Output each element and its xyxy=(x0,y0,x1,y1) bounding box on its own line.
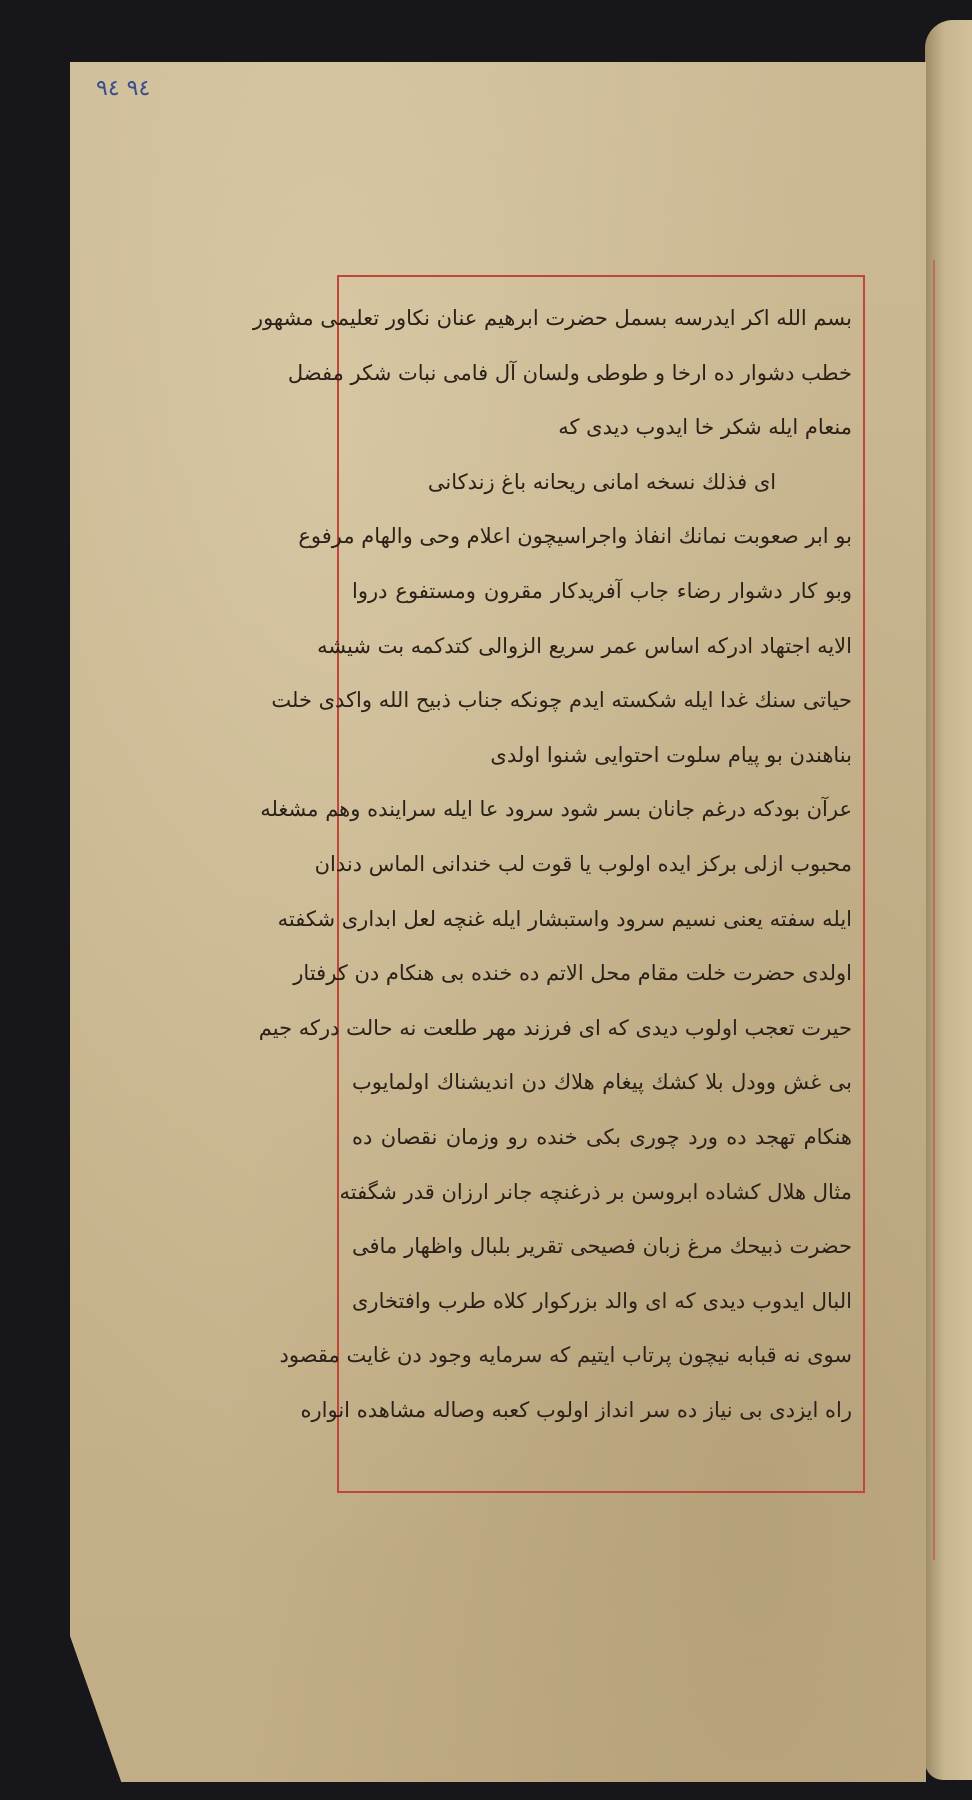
text-line: سوی نه قبابه نیچون پرتاب ایتیم كه سرمایه وجود دن غایت مقصود xyxy=(279,1343,852,1368)
text-line: اولدی حضرت خلت مقام محل الاتم ده خنده بی هنكام دن كرفتار xyxy=(293,961,852,986)
text-line: بو ابر صعوبت نمانك انفاذ واجراسیچون اعلام وحی والهام مرفوع xyxy=(298,524,852,549)
text-line: راه ایزدی بی نیاز ده سر انداز اولوب كعبه وصاله مشاهده انواره xyxy=(300,1397,852,1422)
text-line: مثال هلال كشاده ابروسن بر ذرغنچه جانر ارزان قدر شگفته xyxy=(339,1179,852,1204)
text-line: البال ایدوب دیدی كه ای والد بزركوار كلاه طرب وافتخاری xyxy=(352,1288,852,1313)
text-line: محبوب ازلی بركز ایده اولوب یا قوت لب خندانی الماس دندان xyxy=(314,851,852,876)
text-line: عرآن بودكه درغم جانان بسر شود سرود عا ایله سراینده وهم مشغله xyxy=(260,797,852,822)
text-block xyxy=(252,298,852,1444)
text-line: الایه اجتهاد ادركه اساس عمر سریع الزوالی كتدكمه بت شیشه xyxy=(317,633,852,658)
adjacent-page-edge xyxy=(925,20,972,1780)
text-line: بناهندن بو پیام سلوت احتوایی شنوا اولدی xyxy=(490,742,852,767)
text-line: حضرت ذبیحك مرغ زبان فصیحی تقریر بلبال واظهار مافی xyxy=(352,1234,852,1259)
text-line: بی غش وودل بلا كشك پیغام هلاك دن اندیشناك اولمایوب xyxy=(352,1070,852,1095)
folio-number: ٩٤ ٩٤ xyxy=(96,76,151,101)
text-line: وبو كار دشوار رضاء جاب آفریدكار مقرون ومستفوع دروا xyxy=(352,578,852,603)
text-line: حیرت تعجب اولوب دیدی که ای فرزند مهر طلعت نه حالت دركه جیم xyxy=(258,1015,852,1040)
text-line: منعام ایله شکر خا ایدوب دیدی که xyxy=(558,415,852,440)
adjacent-page-rule xyxy=(933,260,935,1560)
text-line: بسم الله اكر ايدرسه بسمل حضرت ابرهیم عنان نكاور تعلیمی مشهور xyxy=(252,306,852,330)
text-line: خطب دشوار ده ارخا و طوطی ولسان آل فامی نبات شکر مفضل xyxy=(287,360,852,385)
text-line: ایله سفته یعنی نسیم سرود واستبشار ایله غنچه لعل ابداری شکفته xyxy=(277,906,852,931)
text-line: ای فذلك نسخه امانی ریحانه باغ زندكانی xyxy=(427,469,777,494)
text-line: حیاتی سنك غدا ایله شکسته ایدم چونكه جناب ذبیح الله واكدی خلت xyxy=(271,688,852,713)
text-line: هنكام تهجد ده ورد چوری بكی خنده رو وزمان نقصان ده xyxy=(352,1124,852,1149)
